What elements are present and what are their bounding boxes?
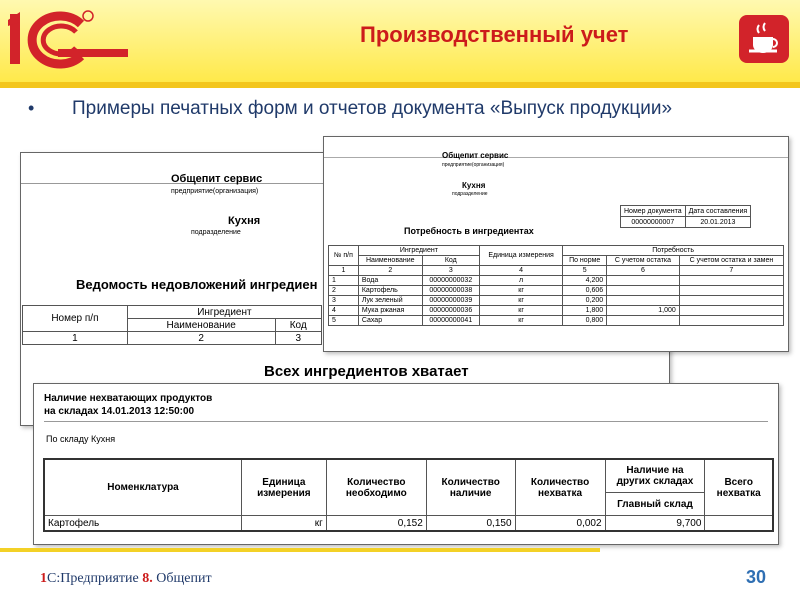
table-cell bbox=[679, 286, 783, 296]
division-name: Кухня bbox=[228, 215, 261, 227]
col-with-rest: С учетом остатка bbox=[607, 256, 680, 266]
col-need: Потребность bbox=[563, 246, 784, 256]
index-cell: 2 bbox=[358, 266, 422, 276]
col-ingredient: Ингредиент bbox=[358, 246, 479, 256]
col-number: Номер п/п bbox=[23, 306, 128, 332]
brand-one: 1 bbox=[40, 571, 47, 586]
table-cell: 0,002 bbox=[515, 516, 605, 532]
table-cell: л bbox=[479, 276, 562, 286]
table-cell: 2 bbox=[329, 286, 359, 296]
org-name: Общепит сервис bbox=[442, 151, 509, 160]
table-cell bbox=[679, 296, 783, 306]
table-cell: 00000000038 bbox=[422, 286, 479, 296]
table-cell: Сахар bbox=[358, 316, 422, 326]
table-cell bbox=[607, 316, 680, 326]
col-ingredient: Ингредиент bbox=[127, 306, 321, 319]
index-cell: 4 bbox=[479, 266, 562, 276]
table-cell: кг bbox=[242, 516, 327, 532]
table-cell: 4 bbox=[329, 306, 359, 316]
col-number: № п/п bbox=[329, 246, 359, 266]
table-cell: 2 bbox=[127, 332, 275, 345]
col-code: Код bbox=[275, 319, 322, 332]
col-unit: Единица измерения bbox=[479, 246, 562, 266]
col-main-warehouse: Главный склад bbox=[605, 493, 705, 516]
table-cell: 1 bbox=[23, 332, 128, 345]
table-row bbox=[329, 276, 784, 286]
doc-date-value: 20.01.2013 bbox=[685, 217, 751, 228]
col-qty-shortage: Количество нехватка bbox=[515, 459, 605, 516]
table-cell bbox=[679, 306, 783, 316]
doc-date-header: Дата составления bbox=[685, 206, 751, 217]
table-cell: Картофель bbox=[358, 286, 422, 296]
table-cell: 00000000039 bbox=[422, 296, 479, 306]
table-cell: Картофель bbox=[44, 516, 242, 532]
table-cell: 4,200 bbox=[563, 276, 607, 286]
table-cell: 0,800 bbox=[563, 316, 607, 326]
doc-number-value: 00000000007 bbox=[621, 217, 686, 228]
table-cell bbox=[607, 286, 680, 296]
page-number: 30 bbox=[746, 567, 767, 587]
divider bbox=[44, 421, 768, 422]
table-row bbox=[329, 306, 784, 316]
missing-products-report bbox=[33, 383, 779, 545]
brand-platform: С:Предприятие bbox=[47, 571, 143, 586]
table-cell: 1,000 bbox=[607, 306, 680, 316]
table-cell: 0,152 bbox=[326, 516, 426, 532]
org-caption: предприятие(организация) bbox=[171, 188, 259, 195]
all-ingredients-ok-text: Всех ингредиентов хватает bbox=[264, 363, 469, 380]
doc-number-header: Номер документа bbox=[621, 206, 686, 217]
table-cell bbox=[607, 276, 680, 286]
shortage-table bbox=[22, 305, 322, 345]
table-cell: кг bbox=[479, 296, 562, 306]
index-cell: 3 bbox=[422, 266, 479, 276]
col-total-shortage: Всего нехватка bbox=[705, 459, 773, 516]
warehouse-label: По складу Кухня bbox=[46, 434, 116, 444]
table-cell bbox=[679, 276, 783, 286]
1c-logo bbox=[6, 4, 130, 74]
index-cell: 1 bbox=[329, 266, 359, 276]
col-norm: По норме bbox=[563, 256, 607, 266]
table-row bbox=[329, 286, 784, 296]
document-title: Потребность в ингредиентах bbox=[404, 226, 534, 236]
division-name: Кухня bbox=[462, 181, 486, 190]
table-cell bbox=[705, 516, 773, 532]
table-cell: кг bbox=[479, 316, 562, 326]
division-caption: подразделение bbox=[452, 191, 488, 197]
table-cell: 00000000032 bbox=[422, 276, 479, 286]
col-name: Наименование bbox=[127, 319, 275, 332]
report-title-line-2: на складах 14.01.2013 12:50:00 bbox=[44, 406, 195, 417]
table-cell: 0,606 bbox=[563, 286, 607, 296]
table-cell: 1 bbox=[329, 276, 359, 286]
col-qty-needed: Количество необходимо bbox=[326, 459, 426, 516]
col-with-rest-repl: С учетом остатка и замен bbox=[679, 256, 783, 266]
coffee-cup-icon bbox=[739, 15, 789, 63]
missing-products-table bbox=[43, 458, 774, 532]
table-cell: кг bbox=[479, 306, 562, 316]
table-cell bbox=[679, 316, 783, 326]
header-band bbox=[0, 0, 800, 88]
table-cell: 0,150 bbox=[426, 516, 515, 532]
table-cell: 1,800 bbox=[563, 306, 607, 316]
org-caption: предприятие(организация) bbox=[442, 162, 505, 168]
index-cell: 5 bbox=[563, 266, 607, 276]
org-name: Общепит сервис bbox=[171, 173, 263, 185]
col-code: Код bbox=[422, 256, 479, 266]
col-unit: Единица измерения bbox=[242, 459, 327, 516]
divider bbox=[324, 157, 788, 158]
document-meta-table bbox=[620, 205, 751, 228]
report-title: Ведомость недовложений ингредиен bbox=[76, 277, 318, 292]
index-cell: 7 bbox=[679, 266, 783, 276]
report-title bbox=[44, 392, 212, 418]
table-row bbox=[44, 516, 773, 532]
index-cell: 6 bbox=[607, 266, 680, 276]
table-cell: 00000000041 bbox=[422, 316, 479, 326]
table-cell: Мука ржаная bbox=[358, 306, 422, 316]
col-other-warehouses: Наличие на других складах bbox=[605, 459, 705, 493]
col-qty-available: Количество наличие bbox=[426, 459, 515, 516]
table-cell: 3 bbox=[275, 332, 322, 345]
col-name: Наименование bbox=[358, 256, 422, 266]
table-cell: кг bbox=[479, 286, 562, 296]
footer-brand bbox=[40, 571, 212, 587]
col-nomenclature: Номенклатура bbox=[44, 459, 242, 516]
brand-product: Общепит bbox=[152, 571, 212, 586]
table-cell: 9,700 bbox=[605, 516, 705, 532]
bullet: • bbox=[28, 98, 35, 118]
table-cell: 00000000036 bbox=[422, 306, 479, 316]
table-cell: 5 bbox=[329, 316, 359, 326]
ingredients-needs-table bbox=[328, 245, 784, 326]
footer-line bbox=[0, 548, 600, 552]
table-cell: Лук зеленый bbox=[358, 296, 422, 306]
page-title: Производственный учет bbox=[360, 22, 629, 47]
table-cell bbox=[607, 296, 680, 306]
ingredient-needs-document bbox=[323, 136, 789, 352]
division-caption: подразделение bbox=[191, 229, 241, 236]
table-row bbox=[329, 316, 784, 326]
table-cell: 3 bbox=[329, 296, 359, 306]
brand-version: 8. bbox=[142, 571, 153, 586]
report-title-line-1: Наличие нехватающих продуктов bbox=[44, 393, 213, 404]
table-cell: Вода bbox=[358, 276, 422, 286]
table-row bbox=[329, 296, 784, 306]
slide-subtitle: Примеры печатных форм и отчетов документа «Выпуск продукции» bbox=[72, 98, 673, 119]
table-cell: 0,200 bbox=[563, 296, 607, 306]
